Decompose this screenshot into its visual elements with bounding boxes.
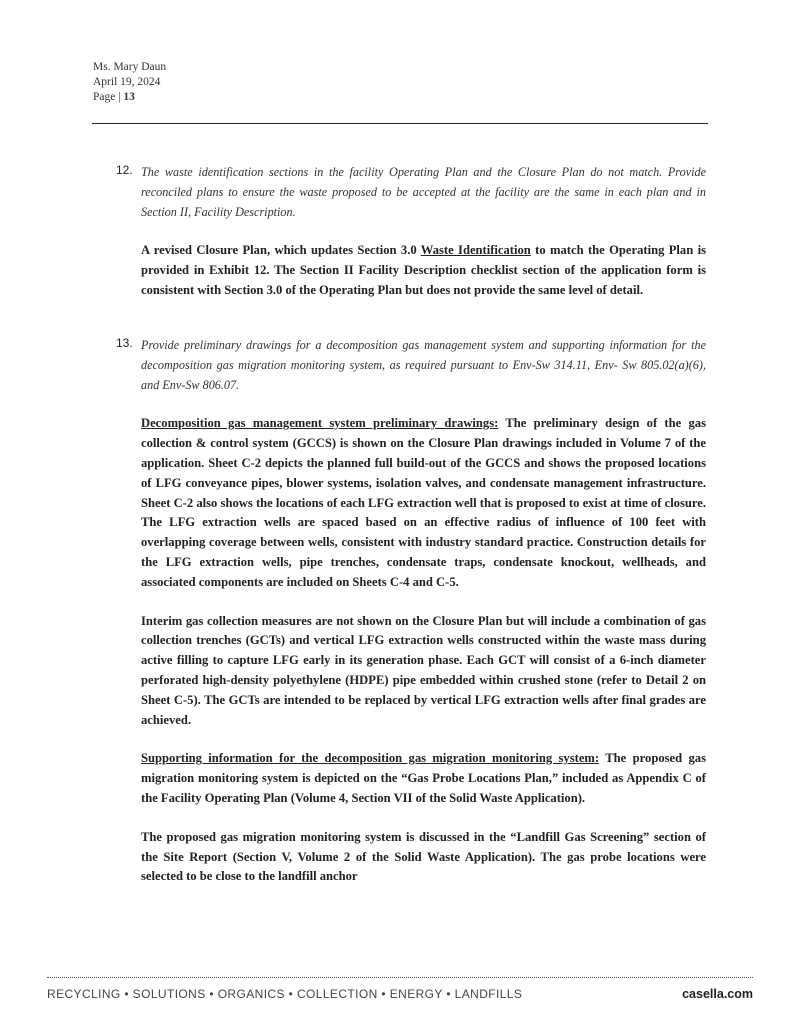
letter-header [93, 60, 166, 105]
item-12 [116, 163, 706, 301]
response-paragraph [141, 828, 706, 887]
page-indicator [93, 90, 166, 105]
item-response [141, 241, 706, 300]
response-text: to match the Operating Plan is provided in Exhibit 12. The Section II Facility Description checklist section of the application form is consistent with Section 3.0 of the Operating Plan but does not provide the same level of detail. [141, 243, 706, 297]
page-label: Page | [93, 91, 124, 103]
footer-divider [47, 977, 753, 978]
footer-tagline: RECYCLING • SOLUTIONS • ORGANICS • COLLECTION • ENERGY • LANDFILLS [47, 987, 523, 1001]
paragraph-heading: Decomposition gas management system preliminary drawings: [141, 416, 499, 431]
letter-date: April 19, 2024 [93, 76, 161, 88]
response-text: A revised Closure Plan, which updates Section 3.0 [141, 243, 421, 258]
paragraph-text: The proposed gas migration monitoring system is discussed in the “Landfill Gas Screening” section of the Site Report (Section V, Volume 2 of the Solid Waste Application). The gas probe locations were selected to be close to the landfill anchor [141, 829, 706, 884]
response-paragraph [141, 414, 706, 592]
item-number: 13. [116, 336, 133, 350]
response-paragraph [141, 612, 706, 731]
paragraph-text: Interim gas collection measures are not shown on the Closure Plan but will include a combination of gas collection trenches (GCTs) and vertical LFG extraction wells constructed within the waste mass during active filling to capture LFG early in its generation phase. Each GCT will consist of a 6-inch diameter perforated high-density polyethylene (HDPE) pipe embedded within crushed stone (refer to Detail 2 on Sheet C-5). The GCTs are intended to be replaced by vertical LFG extraction wells after final grades are achieved. [141, 613, 706, 727]
paragraph-heading: Supporting information for the decomposition gas migration monitoring system: [141, 751, 600, 766]
paragraph-text: The preliminary design of the gas collection & control system (GCCS) is shown on the Closure Plan drawings included in Volume 7 of the application. Sheet C-2 depicts the planned full build-out of the GCCS and shows the proposed locations of LFG conveyance pipes, blower systems, isolation valves, and condensate management infrastructure. Sheet C-2 also shows the locations of each LFG extraction well that is proposed to exist at time of closure. The LFG extraction wells are spaced based on an effective radius of influence of 100 feet with overlapping coverage between wells, consistent with industry standard practice. Construction details for the LFG extraction wells, pipe trenches, condensate traps, condensate knockout, wellheads, and associated components are included on Sheets C-4 and C-5. [141, 416, 706, 589]
item-question: Provide preliminary drawings for a decomposition gas management system and supporting information for the decomposition gas migration monitoring system, as required pursuant to Env-Sw 314.11, Env- Sw 805.02(a)(6), and Env-Sw 806.07. [141, 338, 706, 392]
response-paragraph [141, 749, 706, 808]
item-number: 12. [116, 163, 133, 177]
footer-website: casella.com [682, 987, 753, 1001]
page-footer [47, 987, 753, 1001]
item-question: The waste identification sections in the facility Operating Plan and the Closure Plan do not match. Provide reconciled plans to ensure the waste proposed to be accepted at the facility are the same in each plan and in Section II, Facility Description. [141, 165, 706, 219]
header-divider [92, 123, 708, 124]
item-13 [116, 336, 706, 887]
paragraph-text: The proposed gas migration monitoring system is depicted on the “Gas Probe Locations Plan,” included as Appendix C of the Facility Operating Plan (Volume 4, Section VII of the Solid Waste Application). [141, 751, 707, 805]
page-number: 13 [123, 91, 135, 103]
recipient-name: Ms. Mary Daun [93, 61, 167, 73]
response-underlined-text: Waste Identification [420, 243, 531, 258]
